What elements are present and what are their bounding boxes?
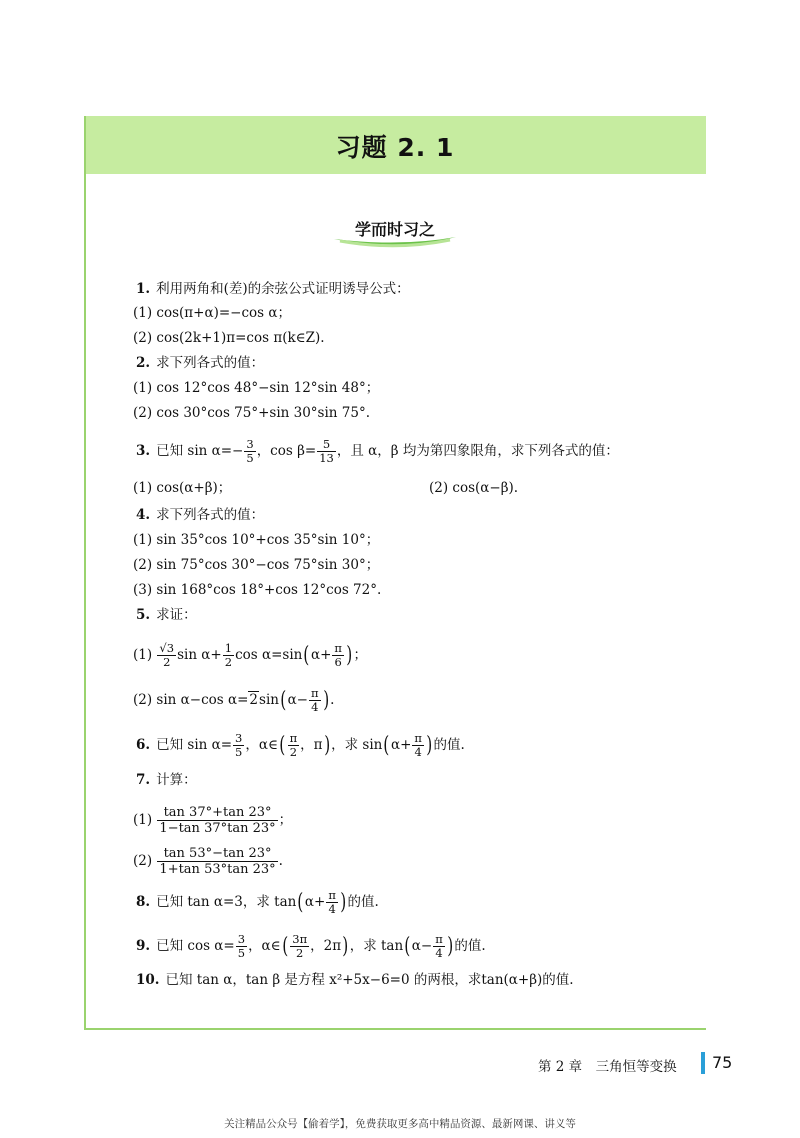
exercise-4-part-3: (3) sin 168°cos 18°+cos 12°cos 72°. bbox=[133, 582, 382, 598]
exercise-8: 8. 已知 tan α=3，求 tan(α+ $\frac{\pi}{4}$ )的值. bbox=[136, 888, 379, 916]
chapter-label: 第 2 章 三角恒等变换 bbox=[538, 1059, 677, 1075]
exercise-text: 求下列各式的值： bbox=[156, 355, 265, 371]
exercise-9: 9. 已知 cos α= $\frac{3}{5}$ ，α∈( $\frac{3\pi}{2}$ ，2π)，求 tan(α− $\frac{\pi}{4}$ )的值. bbox=[136, 932, 486, 960]
exercise-text: 已知 tan α，tan β 是方程 x²+5x−6=0 的两根，求tan(α+β)的值. bbox=[165, 972, 574, 988]
exercise-7-part-1: (1) $\frac{\tan 37^\circ+\tan 23^\circ}{1-\tan 37^\circ\tan 23^\circ}$ ； bbox=[133, 805, 293, 836]
fraction: $\frac{\pi}{4}$ bbox=[311, 686, 319, 714]
fraction: $\frac{\pi}{4}$ bbox=[414, 731, 422, 759]
exercise-number: 4. bbox=[136, 507, 151, 523]
exercise-7 bbox=[136, 771, 197, 789]
fraction: $\frac{5}{13}$ bbox=[319, 437, 334, 465]
exercise-10 bbox=[136, 971, 574, 989]
watermark-text: 关注精品公众号【偷着学】，免费获取更多高中精品资源、最新网课、讲义等 bbox=[224, 1118, 576, 1130]
section-title: 习题 2. 1 bbox=[335, 133, 455, 162]
accent-bar bbox=[701, 1052, 705, 1074]
exercise-number: 1. bbox=[136, 281, 151, 297]
exercise-number: 5. bbox=[136, 607, 151, 623]
fraction: $\frac{\tan 37^\circ+\tan 23^\circ}{1-\tan 37^\circ\tan 23^\circ}$ bbox=[159, 805, 276, 836]
exercise-1-part-1: (1) cos(π+α)=−cos α； bbox=[133, 305, 292, 321]
exercise-5-part-2: (2) sin α−cos α=2sin(α− $\frac{\pi}{4}$ ). bbox=[133, 686, 335, 714]
exercise-7-part-2: (2) $\frac{\tan 53^\circ-\tan 23^\circ}{1+\tan 53^\circ\tan 23^\circ}$ . bbox=[133, 846, 283, 877]
exercise-1 bbox=[136, 280, 410, 298]
exercise-number: 9. bbox=[136, 938, 151, 954]
exercise-4-part-1: (1) sin 35°cos 10°+cos 35°sin 10°； bbox=[133, 532, 380, 548]
exercise-4 bbox=[136, 506, 264, 524]
fraction: $\frac{3}{5}$ bbox=[235, 731, 243, 759]
exercise-text: 已知 sin α=− bbox=[156, 443, 244, 459]
subheading: 学而时习之 bbox=[354, 220, 435, 239]
subheading-badge bbox=[330, 213, 460, 249]
exercise-text: 求证： bbox=[156, 607, 197, 623]
fraction: $\frac{3}{5}$ bbox=[246, 437, 254, 465]
exercise-2-part-2: (2) cos 30°cos 75°+sin 30°sin 75°. bbox=[133, 405, 371, 421]
page-number: 75 bbox=[712, 1053, 733, 1072]
exercise-text: 利用两角和(差)的余弦公式证明诱导公式： bbox=[156, 281, 410, 297]
exercise-text: 求下列各式的值： bbox=[156, 507, 265, 523]
fraction: $\frac{1}{2}$ bbox=[224, 641, 233, 669]
exercise-number: 8. bbox=[136, 894, 151, 910]
exercise-text: ，cos β= bbox=[256, 443, 317, 459]
exercise-number: 6. bbox=[136, 737, 151, 753]
fraction: $\frac{\pi}{4}$ bbox=[435, 932, 443, 960]
exercise-text: 计算： bbox=[156, 772, 197, 788]
fraction: $\frac{\pi}{4}$ bbox=[328, 888, 336, 916]
exercise-number: 3. bbox=[136, 443, 151, 459]
exercise-1-part-2: (2) cos(2k+1)π=cos π(k∈Z). bbox=[133, 330, 325, 346]
sqrt: 2 bbox=[249, 692, 259, 708]
fraction: $\frac{\pi}{6}$ bbox=[334, 641, 342, 669]
exercise-3 bbox=[136, 438, 619, 465]
exercise-4-part-2: (2) sin 75°cos 30°−cos 75°sin 30°； bbox=[133, 557, 380, 573]
fraction: $\frac{√3}{2}$ bbox=[159, 641, 175, 669]
exercise-number: 2. bbox=[136, 355, 151, 371]
exercise-3-part-2: (2) cos(α−β). bbox=[429, 480, 519, 496]
exercise-6: 6. 已知 sin α= $\frac{3}{5}$ ，α∈( $\frac{\pi}{2}$ ，π)，求 sin(α+ $\frac{\pi}{4}$ )的值. bbox=[136, 731, 465, 759]
exercise-text: ，且 α，β 均为第四象限角，求下列各式的值： bbox=[336, 443, 619, 459]
fraction: $\frac{\tan 53^\circ-\tan 23^\circ}{1+\tan 53^\circ\tan 23^\circ}$ bbox=[159, 846, 276, 877]
exercise-2 bbox=[136, 354, 264, 372]
exercise-number: 7. bbox=[136, 772, 151, 788]
fraction: $\frac{\pi}{2}$ bbox=[289, 731, 298, 759]
exercise-5 bbox=[136, 606, 197, 624]
exercise-2-part-1: (1) cos 12°cos 48°−sin 12°sin 48°； bbox=[133, 380, 380, 396]
exercise-number: 10. bbox=[136, 972, 160, 988]
exercise-5-part-1: (1) $\frac{√3}{2}$ sin α+ $\frac{1}{2}$ cos α=sin(α+ $\frac{\pi}{6}$ )； bbox=[133, 641, 368, 669]
fraction: $\frac{3}{5}$ bbox=[237, 932, 246, 960]
fraction: $\frac{3\pi}{2}$ bbox=[292, 932, 308, 960]
exercise-3-part-1: (1) cos(α+β)； bbox=[133, 480, 232, 496]
